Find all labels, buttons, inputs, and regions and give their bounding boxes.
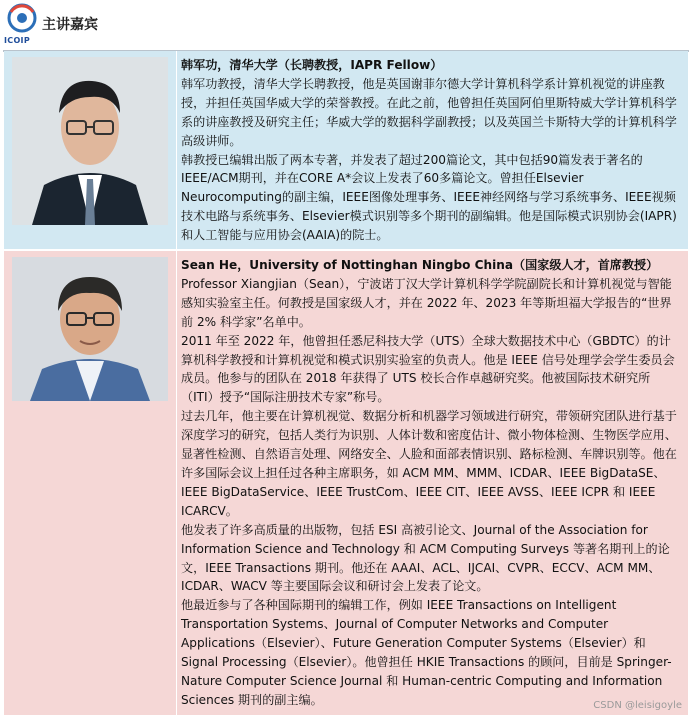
speaker-photo (12, 57, 168, 225)
watermark: CSDN @leisigoyle (593, 700, 682, 711)
bio-paragraph: 韩教授已编辑出版了两本专著，并发表了超过200篇论文，其中包括90篇发表于著名的IEEE/ACM期刊，并在CORE A*会议上发表了60多篇论文。曾担任Elsevier Neurocomputing的副主编，IEEE图像处理事务、IEEE神经网络与学习系统事务、IEEE视频技术电路与系统事务、Elsevier模式识别等多个期刊的副编辑。他是国际模式识别协会(IAPR)和人工智能与应用协会(AAIA)的院士。 (181, 152, 677, 243)
bio-paragraph: 过去几年，他主要在计算机视觉、数据分析和机器学习领域进行研究，带领研究团队进行基于深度学习的研究，包括人类行为识别、人体计数和密度估计、微小物体检测、生物医学应用、显著性检测、自然语言处理、网络安全、人脸和面部表情识别、路标检测、车牌识别等。他在许多国际会议上担任过各种主席职务，如 ACM MM、MMM、ICDAR、IEEE BigDataSE、IEEE BigDataService、IEEE TrustCom、IEEE CIT、IEEE AVSS、IEEE ICPR 和 IEEE ICARCV。 (181, 409, 677, 518)
speaker-row (4, 251, 688, 715)
icoip-logo (4, 2, 40, 46)
page-header (4, 2, 690, 46)
speaker-name: Sean He，University of Nottinghan Ningbo China（国家级人才，首席教授） (181, 258, 659, 272)
speaker-bio (181, 256, 681, 710)
speaker-row (4, 51, 688, 250)
bio-paragraph: 韩军功教授，清华大学长聘教授，他是英国谢菲尔德大学计算机科学系计算机视觉的讲座教授，并担任英国华威大学的荣誉教授。在此之前，他曾担任英国阿伯里斯特威大学计算机科学系的讲座教授及研究主任；华威大学的数据科学副教授；以及英国兰卡斯特大学的计算机科学高级讲师。 (181, 76, 677, 148)
speaker-photo (12, 257, 168, 401)
speaker-bio (181, 56, 681, 245)
bio-paragraph: 他发表了许多高质量的出版物，包括 ESI 高被引论文、Journal of the Association for Information Science and Technology 和 ACM Computing Surveys 等著名期刊上的论文，IEEE Transactions 期刊。他还在 AAAI、ACL、IJCAI、CVPR、ECCV、ACM MM、ICDAR、WACV 等主要国际会议和研讨会上发表了论文。 (181, 522, 670, 594)
section-title: 主讲嘉宾 (42, 17, 98, 33)
logo-text: ICOIP (4, 36, 30, 45)
photo-cell (4, 251, 177, 715)
bio-paragraph: 2011 年至 2022 年，他曾担任悉尼科技大学（UTS）全球大数据技术中心（GBDTC）的计算机科学教授和计算机视觉和模式识别实验室的负责人。他是 IEEE 信号处理学会学生委员会成员。他参与的团队在 2018 年获得了 UTS 校长合作卓越研究奖。他被国际技术研究所（ITI）授予“国际注册技术专家”称号。 (181, 333, 675, 405)
photo-cell (4, 51, 177, 249)
bio-paragraph: Professor Xiangjian（Sean），宁波诺丁汉大学计算机科学学院副院长和计算机视觉与智能感知实验室主任。何教授是国家级人才，并在 2022 年、2023 年等斯坦福大学报告的“世界前 2% 科学家”名单中。 (181, 276, 672, 329)
bio-paragraph: 他最近参与了各种国际期刊的编辑工作，例如 IEEE Transactions on Intelligent Transportation Systems、Journal of Computer Networks and Computer Applications（Elsevier）、Future Generation Computer Systems（Elsevier）和 Signal Processing（Elsevier）。他曾担任 HKIE Transactions 的顾问，目前是 Springer-Nature Computer Science Journal 和 Human-centric Computing and Information Sciences 期刊的副主编。 (181, 598, 672, 707)
speaker-name: 韩军功，清华大学（长聘教授，IAPR Fellow） (181, 58, 443, 72)
